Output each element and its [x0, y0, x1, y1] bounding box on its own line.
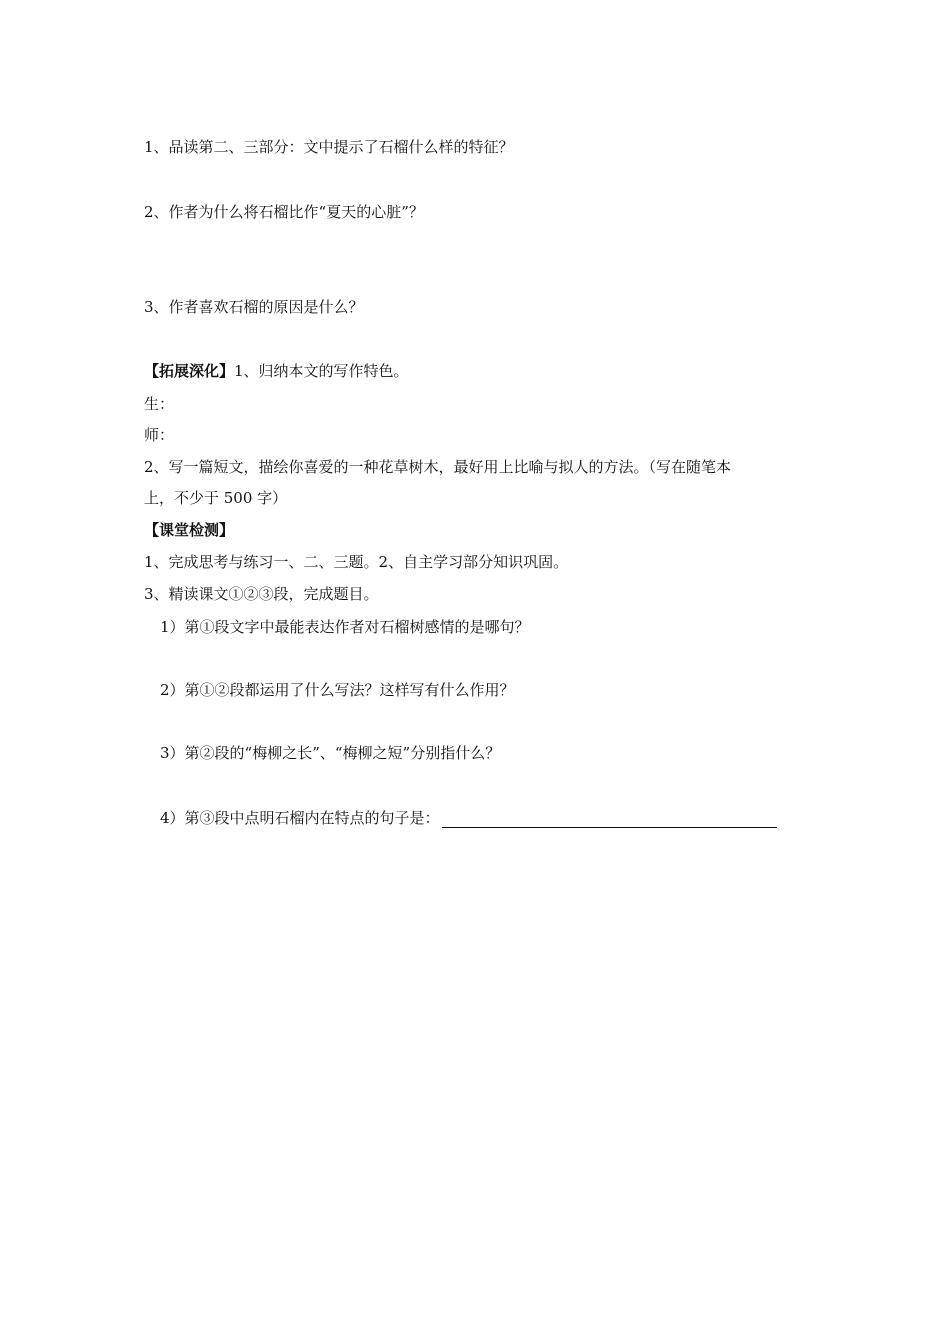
check-item-1: 1、完成思考与练习一、二、三题。2、自主学习部分知识巩固。 — [144, 553, 569, 571]
question-2: 2、作者为什么将石榴比作“夏天的心脏”？ — [144, 203, 424, 221]
extension-item-1-line — [144, 361, 409, 381]
student-answer-label: 生： — [144, 395, 175, 413]
extension-heading: 【拓展深化】 — [144, 362, 235, 380]
extension-item-2-line-2: 上，不少于 500 字） — [144, 489, 288, 507]
check-sub-question-4: 4）第③段中点明石榴内在特点的句子是： — [160, 809, 440, 827]
extension-item-2-line-1: 2、写一篇短文，描绘你喜爱的一种花草树木，最好用上比喻与拟人的方法。（写在随笔本 — [144, 458, 732, 476]
answer-blank-line[interactable] — [442, 811, 777, 828]
check-sub-question-2: 2）第①②段都运用了什么写法？这样写有什么作用？ — [160, 681, 515, 699]
check-heading: 【课堂检测】 — [144, 521, 235, 539]
question-3: 3、作者喜欢石榴的原因是什么？ — [144, 298, 364, 316]
question-1: 1、品读第二、三部分：文中提示了石榴什么样的特征？ — [144, 138, 514, 156]
teacher-answer-label: 师： — [144, 426, 175, 444]
extension-item-1: 1、归纳本文的写作特色。 — [234, 362, 409, 380]
check-sub-question-3: 3）第②段的“梅柳之长”、“梅柳之短”分别指什么？ — [160, 744, 501, 762]
check-sub-question-1: 1）第①段文字中最能表达作者对石榴树感情的是哪句？ — [160, 618, 530, 636]
check-sub-question-4-line — [160, 808, 777, 828]
check-item-3: 3、精读课文①②③段，完成题目。 — [144, 585, 379, 603]
